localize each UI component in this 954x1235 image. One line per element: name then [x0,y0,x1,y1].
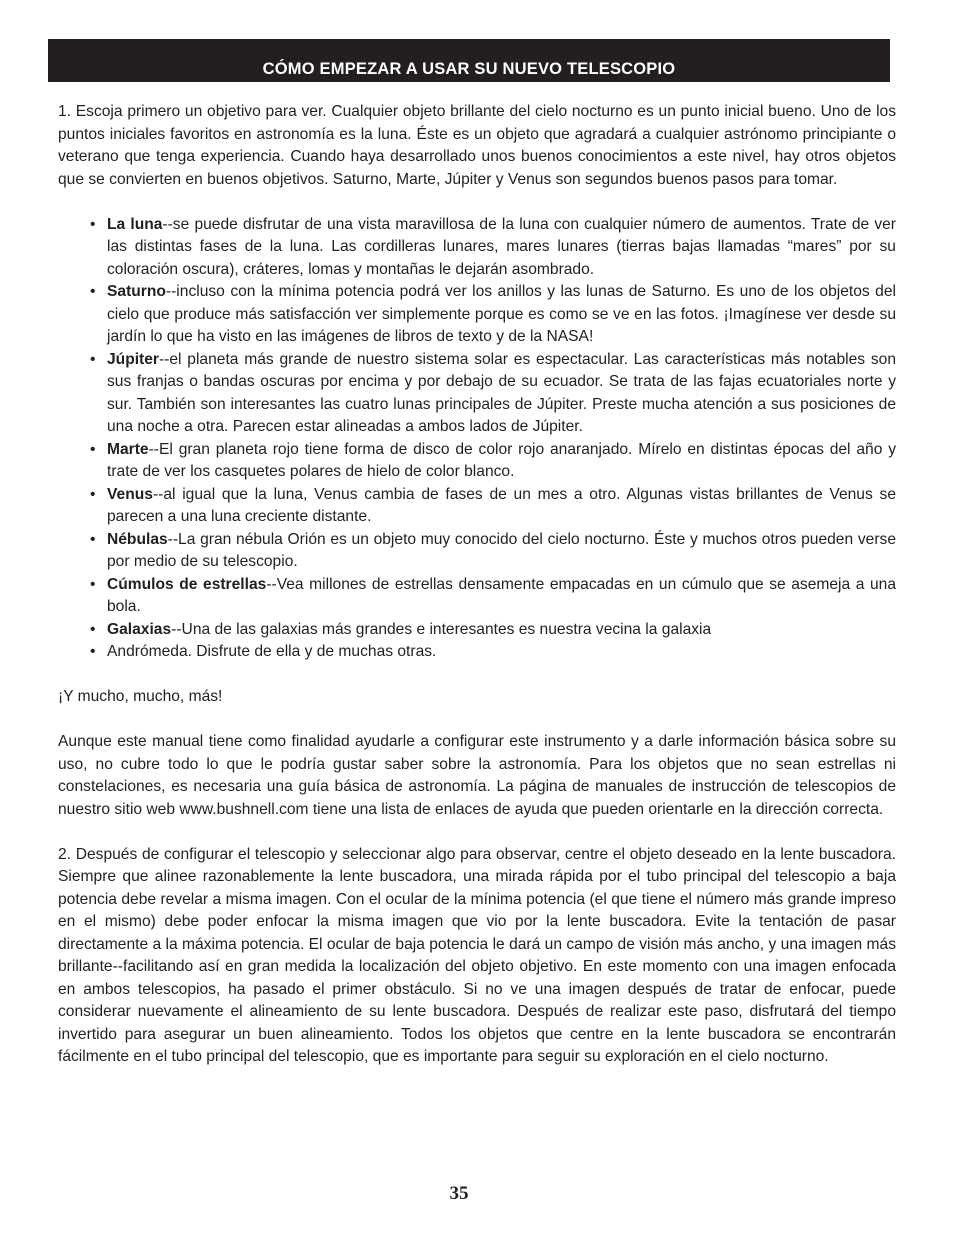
item-description: --incluso con la mínima potencia podrá ver los anillos y las lunas de Saturno. Es uno de los objetos del cielo que produce más satisfacción ver simplemente porque es como se ve en las fotos. ¡Imagínese ver desde su jardín lo que ha visto en las imágenes de libros de texto y de la NASA! [107,283,896,345]
item-term: Galaxias [107,620,172,638]
page-content [58,101,896,1069]
item-description: --al igual que la luna, Venus cambia de fases de un mes a otro. Algunas vistas brillantes de Venus se parecen a una luna creciente distante. [107,485,896,525]
bullet-icon: • [90,530,96,548]
item-term: Nébulas [107,530,168,548]
item-description: --Vea millones de estrellas densamente empacadas en un cúmulo que se asemeja a una bola. [107,575,897,615]
list-item-galaxies [58,619,896,642]
bullet-icon: • [90,643,96,660]
spacer [58,664,896,687]
item-term: Marte [107,440,149,458]
list-item-mars [58,439,896,484]
list-item-venus [58,484,896,529]
section-title: CÓMO EMPEZAR A USAR SU NUEVO TELESCOPIO [262,60,676,78]
list-item-star-clusters [58,574,896,619]
item-description: --La gran nébula Orión es un objeto muy conocido del cielo nocturno. Éste y muchos otros pueden verse por medio de su telescopio. [107,530,896,570]
bullet-icon: • [90,283,96,300]
bullet-icon: • [90,350,96,368]
item-description: --se puede disfrutar de una vista maravillosa de la luna con cualquier número de aumentos. Trate de ver las distintas fases de la luna. Las cordilleras lunares, mares lunares (tierras bajas llamadas “mares” por su coloración oscura), cráteres, lomas y montañas le dejarán asombrado. [107,215,896,278]
intro-paragraph: 1. Escoja primero un objetivo para ver. Cualquier objeto brillante del cielo nocturno es un punto inicial bueno. Uno de los puntos iniciales favoritos en astronomía es la luna. Éste es un objeto que agradará a cualquier astrónomo principiante o veterano que tenga experiencia. Cuando haya desarrollado unos buenos conocimientos a este nivel, hay otros objetos que se convierten en buenos objetivos. Saturno, Marte, Júpiter y Venus son segundos buenos pasos para tomar. [58,103,896,188]
page-number: 35 [449,1183,469,1204]
celestial-object-list [58,214,896,664]
item-term: Júpiter [107,350,159,368]
bullet-icon: • [90,620,96,638]
list-item-moon [58,214,896,282]
list-item-nebulae [58,529,896,574]
list-item-jupiter [58,349,896,439]
manual-note-paragraph: Aunque este manual tiene como finalidad ayudarle a configurar este instrumento y a darle información básica sobre su uso, no cubre todo lo que le podría gustar saber sobre la astronomía. Para los objetos que no sean estrellas ni constelaciones, es necesaria una guía básica de astronomía. La página de manuales de instrucción de telescopios de nuestro sitio web www.bushnell.com tiene una lista de enlaces de ayuda que pueden orientarle en la dirección correcta. [58,733,896,818]
spacer [58,191,896,214]
item-description: --el planeta más grande de nuestro sistema solar es espectacular. Las características más notables son sus franjas o bandas oscuras por encima y por debajo de su ecuador. Se trata de las fajas ecuatoriales norte y sur. También son interesantes las cuatro lunas principales de Júpiter. Preste mucha atención a sus posiciones de una noche a otra. Parecen estar alineadas a ambos lados de Júpiter. [107,350,896,435]
spacer [58,821,896,844]
bullet-icon: • [90,440,96,458]
bullet-icon: • [90,215,96,233]
step-2-paragraph: 2. Después de configurar el telescopio y seleccionar algo para observar, centre el objeto deseado en la lente buscadora. Siempre que alinee razonablemente la lente buscadora, una mirada rápida por el tubo principal del telescopio a baja potencia debe revelar a misma imagen. Con el ocular de la mínima potencia (el que tiene el número más grande impreso en el mismo) debe poder enfocar la misma imagen que vio por la lente buscadora. Evite la tentación de pasar directamente a la máxima potencia. El ocular de baja potencia le dará un campo de visión más ancho, y una imagen más brillante--facilitando así en gran medida la localización del objeto objetivo. En este momento con una imagen enfocada en ambos telescopios, ha pasado el primer obstáculo. Si no ve una imagen después de tratar de enfocar, puede considerar nuevamente el alineamiento de su lente buscadora. Después de realizar este paso, disfrutará del tiempo invertido para asegurar un buen alineamiento. Todos los objetos que centre en la lente buscadora se encontrarán fácilmente en el tubo principal del telescopio, que es importante para seguir su exploración en el cielo nocturno. [58,845,896,1065]
item-term: La luna [107,215,163,233]
item-term: Saturno [107,283,166,300]
item-description: Andrómeda. Disfrute de ella y de muchas otras. [107,643,437,660]
item-term: Cúmulos de estrellas [107,575,267,593]
more-paragraph: ¡Y mucho, mucho, más! [58,688,223,705]
bullet-icon: • [90,575,96,593]
item-description: --El gran planeta rojo tiene forma de disco de color rojo anaranjado. Mírelo en distintas épocas del año y trate de ver los casquetes polares de hielo de color blanco. [107,440,896,480]
section-title-bar [48,39,890,82]
bullet-icon: • [90,485,96,503]
list-item-andromeda [58,641,896,664]
list-item-saturn [58,281,896,349]
item-description: --Una de las galaxias más grandes e interesantes es nuestra vecina la galaxia [171,620,712,638]
item-term: Venus [107,485,153,503]
spacer [58,709,896,732]
